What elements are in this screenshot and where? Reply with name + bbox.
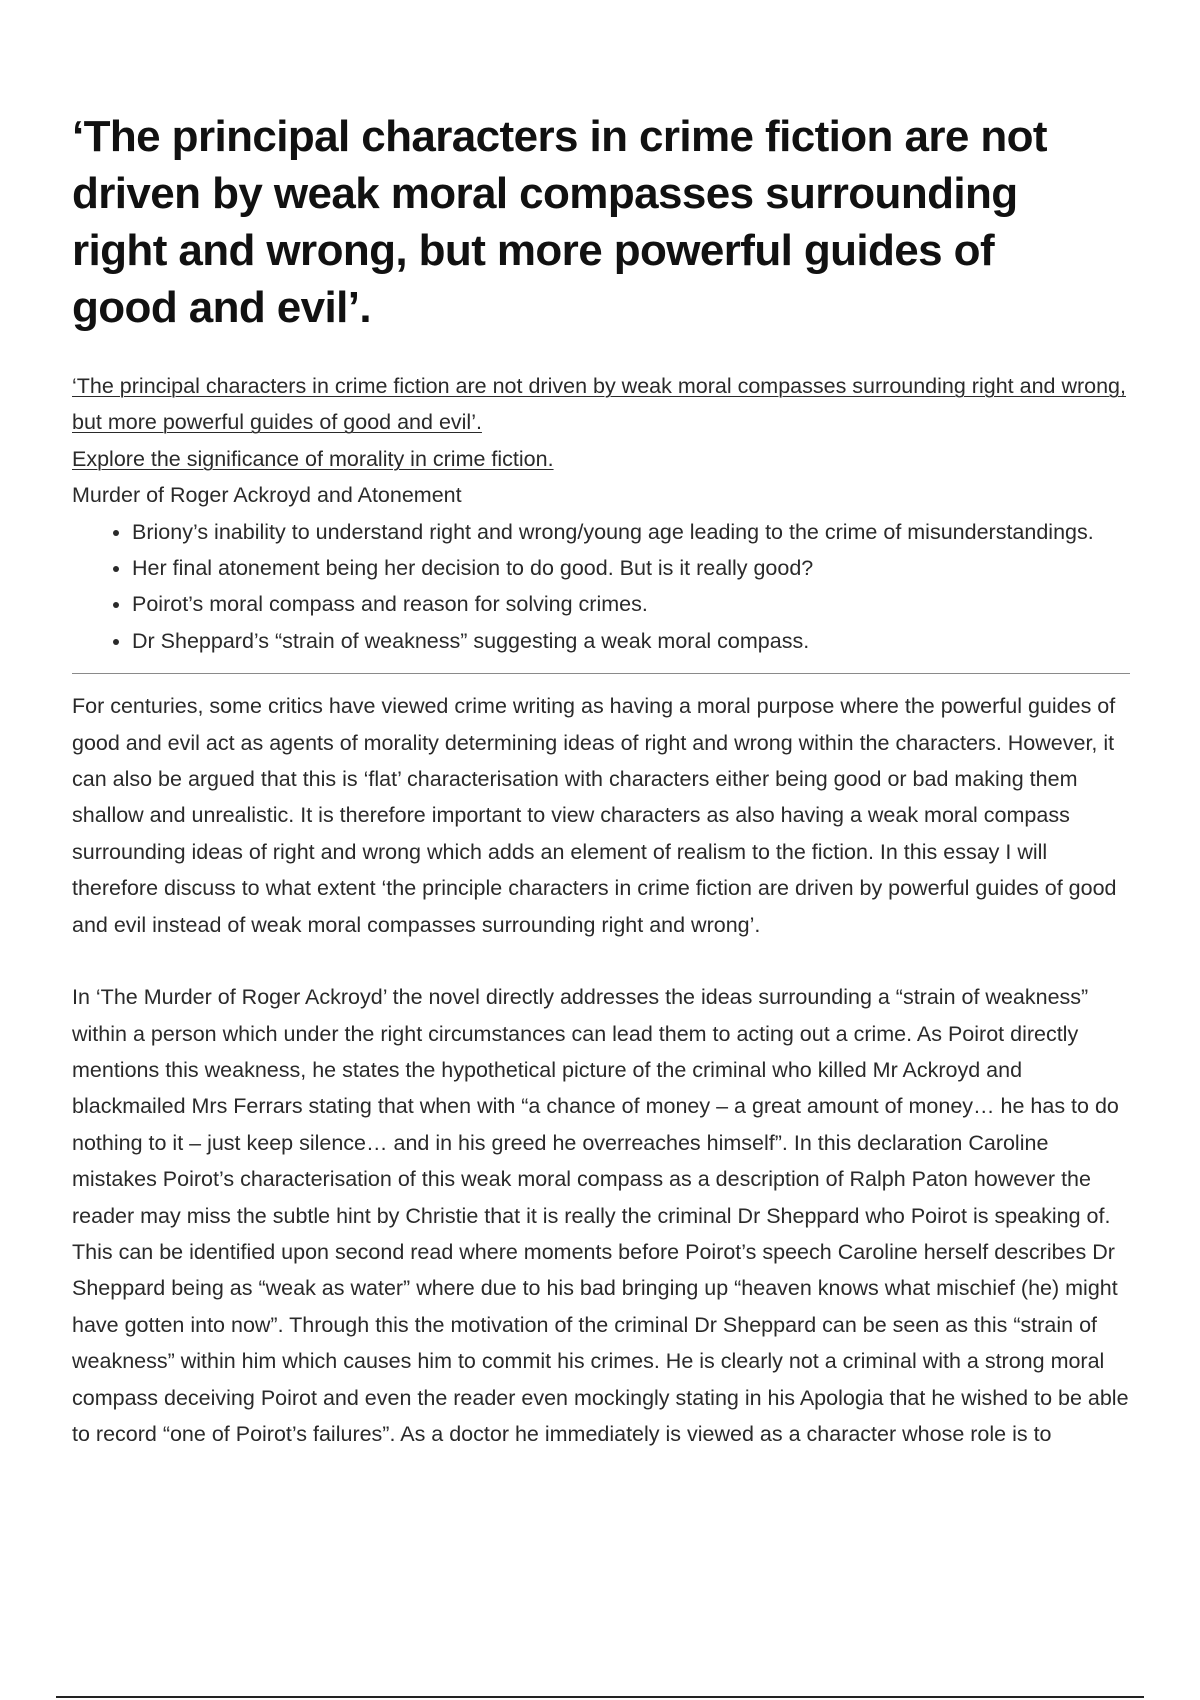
list-item: • Briony’s inability to understand right and wrong/young age leading to the crime of misunderstandings. <box>132 514 1130 550</box>
list-item: • Her final atonement being her decision to do good. But is it really good? <box>132 550 1130 586</box>
document-page <box>72 108 1130 1488</box>
set-texts: Murder of Roger Ackroyd and Atonement <box>72 483 462 508</box>
essay-paragraph-body: In ‘The Murder of Roger Ackroyd’ the novel directly addresses the ideas surrounding a “strain of weakness” within a person which under the right circumstances can lead them to acting out a crime. As Poirot directly mentions this weakness, he states the hypothetical picture of the criminal who killed Mr Ackroyd and blackmailed Mrs Ferrars stating that when with “a chance of money – a great amount of money… he has to do nothing to it – just keep silence… and in his greed he overreaches himself”. In this declaration Caroline mistakes Poirot’s characterisation of this weak moral compass as a description of Ralph Paton however the reader may miss the subtle hint by Christie that it is really the criminal Dr Sheppard who Poirot is speaking of. This can be identified upon second read where moments before Poirot’s speech Caroline herself describes Dr Sheppard being as “weak as water” where due to his bad bringing up “heaven knows what mischief (he) might have gotten into now”. Through this the motivation of the criminal Dr Sheppard can be seen as this “strain of weakness” within him which causes him to commit his crimes. He is clearly not a criminal with a strong moral compass deceiving Poirot and even the reader even mockingly stating in his Apologia that he wished to be able to record “one of Poirot’s failures”. As a doctor he immediately is viewed as a character whose role is to <box>72 985 1129 1446</box>
question-prompt-line <box>72 441 1130 477</box>
essay-paragraph-intro: For centuries, some critics have viewed crime writing as having a moral purpose where the powerful guides of good and evil act as agents of morality determining ideas of right and wrong within the characters. However, it can also be argued that this is ‘flat’ characterisation with characters either being good or bad making them shallow and unrealistic. It is therefore important to view characters as also having a weak moral compass surrounding ideas of right and wrong which adds an element of realism to the fiction. In this essay I will therefore discuss to what extent ‘the principle characters in crime fiction are driven by powerful guides of good and evil instead of weak moral compasses surrounding right and wrong’. <box>72 694 1117 937</box>
essay-title: ‘The principal characters in crime fiction are not driven by weak moral compasses surrounding right and wrong, but more powerful guides of good and evil’. <box>72 112 1047 332</box>
question-quote: ‘The principal characters in crime fiction are not driven by weak moral compasses surrounding right and wrong, but more powerful guides of good and evil’. <box>72 374 1126 435</box>
essay-question-block <box>72 368 1130 659</box>
question-prompt: Explore the significance of morality in crime fiction. <box>72 446 554 471</box>
list-item: • Poirot’s moral compass and reason for solving crimes. <box>132 586 1130 622</box>
section-divider <box>72 673 1130 674</box>
plan-list <box>72 514 1130 660</box>
page-bottom-rule <box>56 1696 1144 1698</box>
list-item: • Dr Sheppard’s “strain of weakness” suggesting a weak moral compass. <box>132 623 1130 659</box>
